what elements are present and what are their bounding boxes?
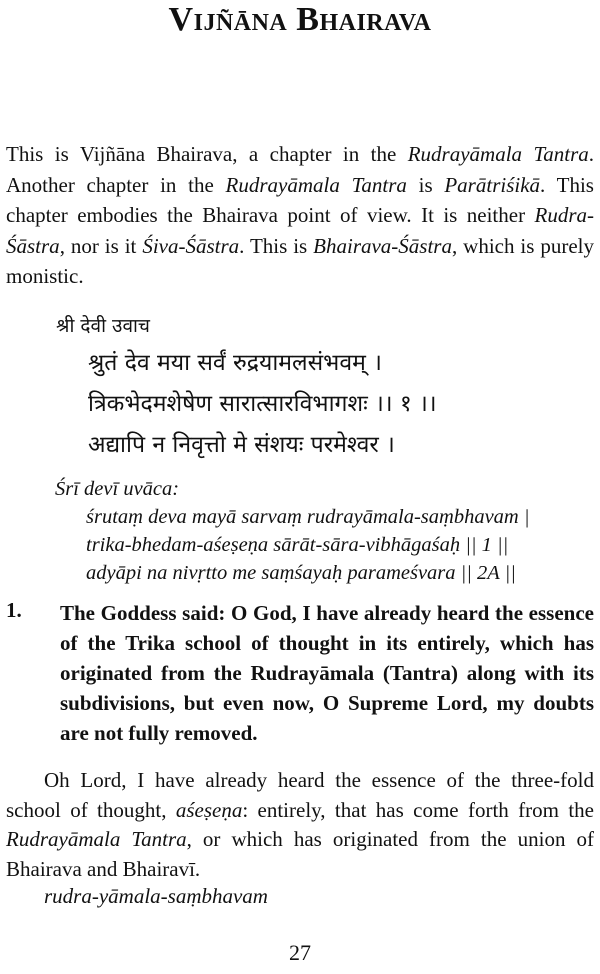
verse-translation: The Goddess said: O God, I have already heard the essence of the Trika school of thought in its entirely, which has originated from the Rudrayāmala (Tantra) along with its subdivisions, but even now, O Supreme Lord, my doubts are not fully removed. [60,601,594,745]
intro-italic: Rudra-Śāstra [6,203,594,258]
sanskrit-verse-line: अद्यापि न निवृत्तो मे संशयः परमेश्वर । [88,432,395,458]
transliteration-line: adyāpi na nivṛtto me saṃśayaḥ parameśvara || 2A || [86,562,516,584]
intro-italic: Rudrayāmala Tantra [407,142,589,166]
commentary-text: : entirely, that has come forth from the [242,797,594,822]
intro-text: This is Vijñāna Bhairava, a chapter in the [6,142,408,166]
transliteration-line: trika-bhedam-aśeṣeṇa sārāt-sāra-vibhāgaśaḥ || 1 || [86,534,509,556]
sanskrit-verse-line: त्रिकभेदमशेषेण सारात्सारविभागशः ।। १ ।। [88,391,437,417]
chapter-title: Vijñāna Bhairava [168,1,432,38]
transliteration-speaker: Śrī devī uvāca: [55,478,180,500]
intro-italic: Rudrayāmala Tantra [225,172,407,197]
intro-italic: Bhairava-Śāstra [313,233,452,258]
intro-text: , which is purely monistic. [6,233,594,288]
intro-text: , nor is it [59,233,143,258]
intro-paragraph [6,139,594,292]
verse-number: 1. [6,598,22,622]
sanskrit-speaker: श्री देवी उवाच [56,315,150,337]
intro-text: is [406,172,445,197]
page-number: 27 [289,940,311,965]
transliteration-line: śrutaṃ deva mayā sarvaṃ rudrayāmala-saṃbhavam | [86,506,530,528]
intro-italic: Śiva-Śāstra [142,233,240,258]
commentary-term: rudra-yāmala-saṃbhavam [44,884,268,908]
commentary-paragraph [6,766,594,884]
intro-text: . This is [239,233,314,258]
commentary-text: Oh Lord, I have already heard the essence of the three-fold school of thought, [6,768,594,822]
commentary-italic: Rudrayāmala Tantra [6,827,187,851]
intro-text: . Another chapter in the [6,142,594,197]
sanskrit-verse-line: श्रुतं देव मया सर्वं रुद्रयामलसंभवम् । [88,350,382,376]
intro-italic: Parātriśikā [444,172,541,197]
commentary-text: , or which has originated from the union of Bhairava and Bhairavī. [6,827,594,881]
intro-text: . This chapter embodies the Bhairava point of view. It is neither [6,172,594,227]
commentary-italic: aśeṣeṇa [175,797,243,822]
